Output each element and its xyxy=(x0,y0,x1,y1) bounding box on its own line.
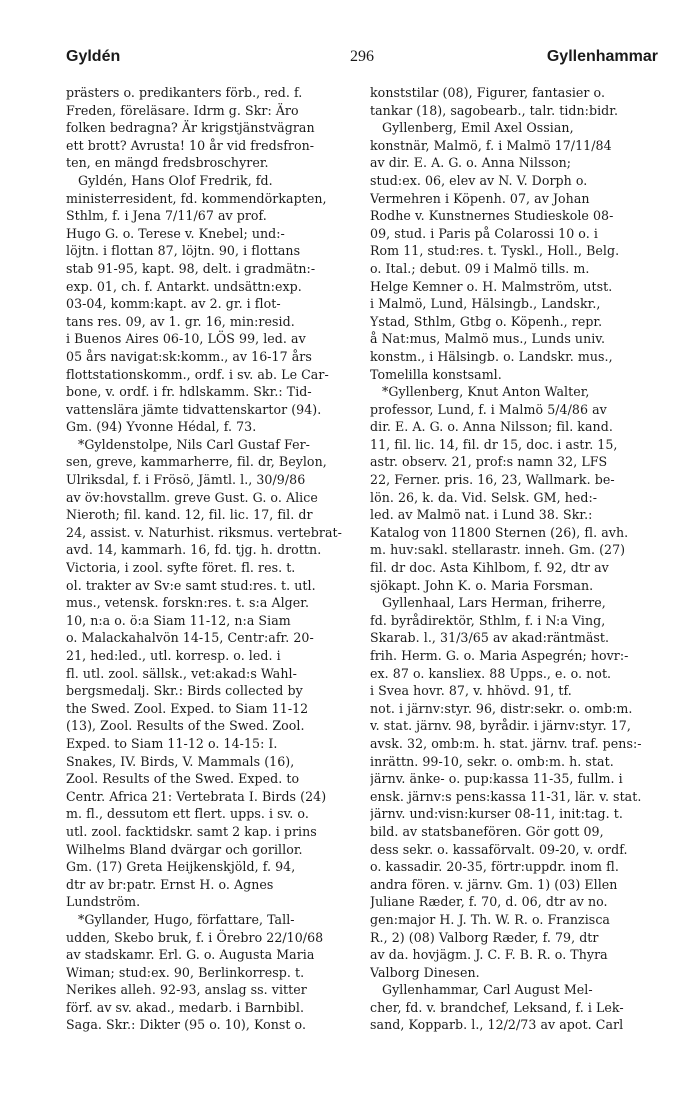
text-line: cher, fd. v. brandchef, Leksand, f. i Lek- xyxy=(370,999,624,1015)
text-line: not. i järnv:styr. 96, distr:sekr. o. omb:m. xyxy=(370,700,633,716)
text-line: *Gyllander, Hugo, författare, Tall- xyxy=(78,911,295,927)
text-line: 11, fil. lic. 14, fil. dr 15, doc. i astr. 15, xyxy=(370,436,618,452)
text-line: v. stat. järnv. 98, byrådir. i järnv:styr. 17, xyxy=(370,718,631,734)
text-line: astr. observ. 21, prof:s namn 32, LFS xyxy=(370,454,608,470)
text-line: udden, Skebo bruk, f. i Örebro 22/10/68 xyxy=(66,929,324,945)
page-header xyxy=(66,48,658,70)
text-line: stab 91-95, kapt. 98, delt. i gradmätn:- xyxy=(66,260,316,276)
text-line: i Buenos Aires 06-10, LÖS 99, led. av xyxy=(66,331,306,347)
text-line: the Swed. Zool. Exped. to Siam 11-12 xyxy=(66,700,309,716)
text-line: R., 2) (08) Valborg Ræder, f. 79, dtr xyxy=(370,929,599,945)
text-line: Centr. Africa 21: Vertebrata I. Birds (24) xyxy=(66,788,327,804)
text-line: avd. 14, kammarh. 16, fd. tjg. h. drottn. xyxy=(66,542,322,558)
text-line: Wiman; stud:ex. 90, Berlinkorresp. t. xyxy=(66,964,305,980)
text-line: ministerresident, fd. kommendörkapten, xyxy=(66,190,327,206)
text-line: bone, v. ordf. i fr. hdlskamm. Skr.: Tid- xyxy=(66,384,312,400)
text-line: Helge Kemner o. H. Malmström, utst. xyxy=(370,278,613,294)
text-line: konststilar (08), Figurer, fantasier o. xyxy=(370,85,606,100)
text-line: bergsmedalj. Skr.: Birds collected by xyxy=(66,683,303,699)
text-line: Rodhe v. Kunstnernes Studieskole 08- xyxy=(370,208,614,224)
text-line: i Malmö, Lund, Hälsingb., Landskr., xyxy=(370,296,601,312)
text-line: inrättn. 99-10, sekr. o. omb:m. h. stat. xyxy=(370,753,614,769)
text-line: Ulriksdal, f. i Frösö, Jämtl. l., 30/9/86 xyxy=(66,472,306,488)
text-line: å Nat:mus, Malmö mus., Lunds univ. xyxy=(370,331,606,347)
text-line: Sthlm, f. i Jena 7/11/67 av prof. xyxy=(66,208,267,224)
text-line: Gyldén, Hans Olof Fredrik, fd. xyxy=(78,172,273,188)
text-line: vattenslära jämte tidvattenskartor (94). xyxy=(66,401,322,417)
page-number: 296 xyxy=(350,48,374,65)
text-line: 09, stud. i Paris på Colarossi 10 o. i xyxy=(370,225,598,241)
text-line: o. Ital.; debut. 09 i Malmö tills. m. xyxy=(370,260,590,276)
text-line: Gyllenberg, Emil Axel Ossian, xyxy=(382,120,574,136)
text-line: Gm. (17) Greta Heijkenskjöld, f. 94, xyxy=(66,859,296,875)
text-line: 21, hed:led., utl. korresp. o. led. i xyxy=(66,648,281,663)
text-line: 10, n:a o. ö:a Siam 11-12, n:a Siam xyxy=(66,612,291,628)
text-line: Juliane Ræder, f. 70, d. 06, dtr av no. xyxy=(370,894,608,910)
text-line: Rom 11, stud:res. t. Tyskl., Holl., Belg. xyxy=(370,243,620,259)
text-line: fil. dr doc. Asta Kihlbom, f. 92, dtr av xyxy=(370,560,609,576)
text-line: ol. trakter av Sv:e samt stud:res. t. utl. xyxy=(66,577,316,593)
text-line: Nerikes alleh. 92-93, anslag ss. vitter xyxy=(66,982,307,998)
text-line: konstnär, Malmö, f. i Malmö 17/11/84 xyxy=(370,137,612,153)
text-line: sen, greve, kammarherre, fil. dr, Beylon, xyxy=(66,454,327,470)
text-line: bild. av statsbanefören. Gör gott 09, xyxy=(370,823,604,839)
text-line: dir. E. A. G. o. Anna Nilsson; fil. kand. xyxy=(370,419,613,435)
text-line: prästers o. predikanters förb., red. f. xyxy=(66,85,303,100)
text-line: ett brott? Avrusta! 10 år vid fredsfron- xyxy=(66,137,315,153)
text-line: löjtn. i flottan 87, löjtn. 90, i flottans xyxy=(66,243,301,259)
text-line: tans res. 09, av 1. gr. 16, min:resid. xyxy=(66,313,295,329)
text-line: Exped. to Siam 11-12 o. 14-15: I. xyxy=(66,735,278,751)
text-line: m. huv:sakl. stellarastr. inneh. Gm. (27) xyxy=(370,542,626,558)
text-line: Freden, föreläsare. Idrm g. Skr: Äro xyxy=(66,102,299,118)
text-line: 24, assist. v. Naturhist. riksmus. vertebrat- xyxy=(66,524,342,540)
text-line: Zool. Results of the Swed. Exped. to xyxy=(66,771,300,787)
text-line: folken bedragna? Är krigstjänstvägran xyxy=(66,120,315,136)
text-line: sand, Kopparb. l., 12/2/73 av apot. Carl xyxy=(370,1017,624,1033)
text-line: professor, Lund, f. i Malmö 5/4/86 av xyxy=(370,401,607,417)
text-line: fd. byrådirektör, Sthlm, f. i N:a Ving, xyxy=(370,612,606,628)
text-line: frih. Herm. G. o. Maria Aspegrén; hovr:- xyxy=(370,648,629,663)
text-line: av da. hovjägm. J. C. F. B. R. o. Thyra xyxy=(370,947,608,963)
text-line: exp. 01, ch. f. Antarkt. undsättn:exp. xyxy=(66,278,302,294)
text-line: *Gyldenstolpe, Nils Carl Gustaf Fer- xyxy=(78,436,310,452)
text-line: utl. zool. facktidskr. samt 2 kap. i prins xyxy=(66,823,317,839)
text-line: Saga. Skr.: Dikter (95 o. 10), Konst o. xyxy=(66,1017,307,1033)
text-line: lön. 26, k. da. Vid. Selsk. GM, hed:- xyxy=(370,489,598,505)
text-line: m. fl., dessutom ett flert. upps. i sv. o. xyxy=(66,806,309,822)
text-line: 03-04, komm:kapt. av 2. gr. i flot- xyxy=(66,296,281,312)
running-head-left: Gyldén xyxy=(66,48,121,65)
text-line: Skarab. l., 31/3/65 av akad:räntmäst. xyxy=(370,630,610,646)
text-line: Tomelilla konstsaml. xyxy=(370,366,502,382)
text-line: Wilhelms Bland dvärgar och gorillor. xyxy=(66,841,303,857)
text-line: av stadskamr. Erl. G. o. Augusta Maria xyxy=(66,947,315,963)
text-line: flottstationskomm., ordf. i sv. ab. Le Car- xyxy=(66,366,329,382)
text-line: järnv. und:visn:kurser 08-11, init:tag. t. xyxy=(370,806,623,822)
text-line: Valborg Dinesen. xyxy=(370,964,480,980)
text-line: *Gyllenberg, Knut Anton Walter, xyxy=(382,384,590,400)
left-column xyxy=(66,84,356,1034)
text-line: avsk. 32, omb:m. h. stat. järnv. traf. pens:- xyxy=(370,735,642,751)
text-line: Snakes, IV. Birds, V. Mammals (16), xyxy=(66,753,295,769)
text-line: järnv. änke- o. pup:kassa 11-35, fullm. i xyxy=(370,771,623,787)
text-line: konstm., i Hälsingb. o. Landskr. mus., xyxy=(370,348,613,364)
text-line: mus., vetensk. forskn:res. t. s:a Alger. xyxy=(66,595,310,611)
text-line: Gm. (94) Yvonne Hédal, f. 73. xyxy=(66,419,257,435)
text-line: av öv:hovstallm. greve Gust. G. o. Alice xyxy=(66,489,318,505)
text-line: fl. utl. zool. sällsk., vet:akad:s Wahl- xyxy=(66,665,297,681)
text-line: Victoria, i zool. syfte föret. fl. res. t. xyxy=(66,560,296,576)
text-line: led. av Malmö nat. i Lund 38. Skr.: xyxy=(370,507,593,523)
text-line: av dir. E. A. G. o. Anna Nilsson; xyxy=(370,155,572,171)
text-line: 05 års navigat:sk:komm., av 16-17 års xyxy=(66,348,312,364)
text-line: o. Malackahalvön 14-15, Centr:afr. 20- xyxy=(66,630,314,646)
right-column xyxy=(370,84,660,1034)
text-line: dtr av br:patr. Ernst H. o. Agnes xyxy=(66,876,274,892)
text-line: ex. 87 o. kansliex. 88 Upps., e. o. not. xyxy=(370,665,612,681)
text-line: 22, Ferner. pris. 16, 23, Wallmark. be- xyxy=(370,472,615,488)
text-line: Gyllenhammar, Carl August Mel- xyxy=(382,982,593,998)
running-head-right: Gyllenhammar xyxy=(546,48,658,65)
text-line: tankar (18), sagobearb., talr. tidn:bidr. xyxy=(370,102,619,118)
text-line: i Svea hovr. 87, v. hhövd. 91, tf. xyxy=(370,683,572,699)
text-line: ensk. järnv:s pens:kassa 11-31, lär. v. stat. xyxy=(370,788,642,804)
text-line: ten, en mängd fredsbroschyrer. xyxy=(66,155,269,171)
text-line: förf. av sv. akad., medarb. i Barnbibl. xyxy=(66,999,305,1015)
text-line: dess sekr. o. kassaförvalt. 09-20, v. ordf. xyxy=(370,841,628,857)
text-line: Vermehren i Köpenh. 07, av Johan xyxy=(370,190,590,206)
text-line: Gyllenhaal, Lars Herman, friherre, xyxy=(382,595,606,611)
text-line: andra fören. v. järnv. Gm. 1) (03) Ellen xyxy=(370,876,618,892)
text-line: Hugo G. o. Terese v. Knebel; und:- xyxy=(66,225,285,241)
text-line: sjökapt. John K. o. Maria Forsman. xyxy=(370,577,594,593)
text-line: Lundström. xyxy=(66,894,141,910)
text-line: (13), Zool. Results of the Swed. Zool. xyxy=(66,718,305,734)
text-line: gen:major H. J. Th. W. R. o. Franzisca xyxy=(370,911,610,927)
text-line: o. kassadir. 20-35, förtr:uppdr. inom fl. xyxy=(370,859,619,875)
text-line: Nieroth; fil. kand. 12, fil. lic. 17, fil. dr xyxy=(66,507,313,523)
text-line: stud:ex. 06, elev av N. V. Dorph o. xyxy=(370,172,588,188)
text-line: Katalog von 11800 Sternen (26), fl. avh. xyxy=(370,524,629,540)
text-line: Ystad, Sthlm, Gtbg o. Köpenh., repr. xyxy=(370,313,603,329)
